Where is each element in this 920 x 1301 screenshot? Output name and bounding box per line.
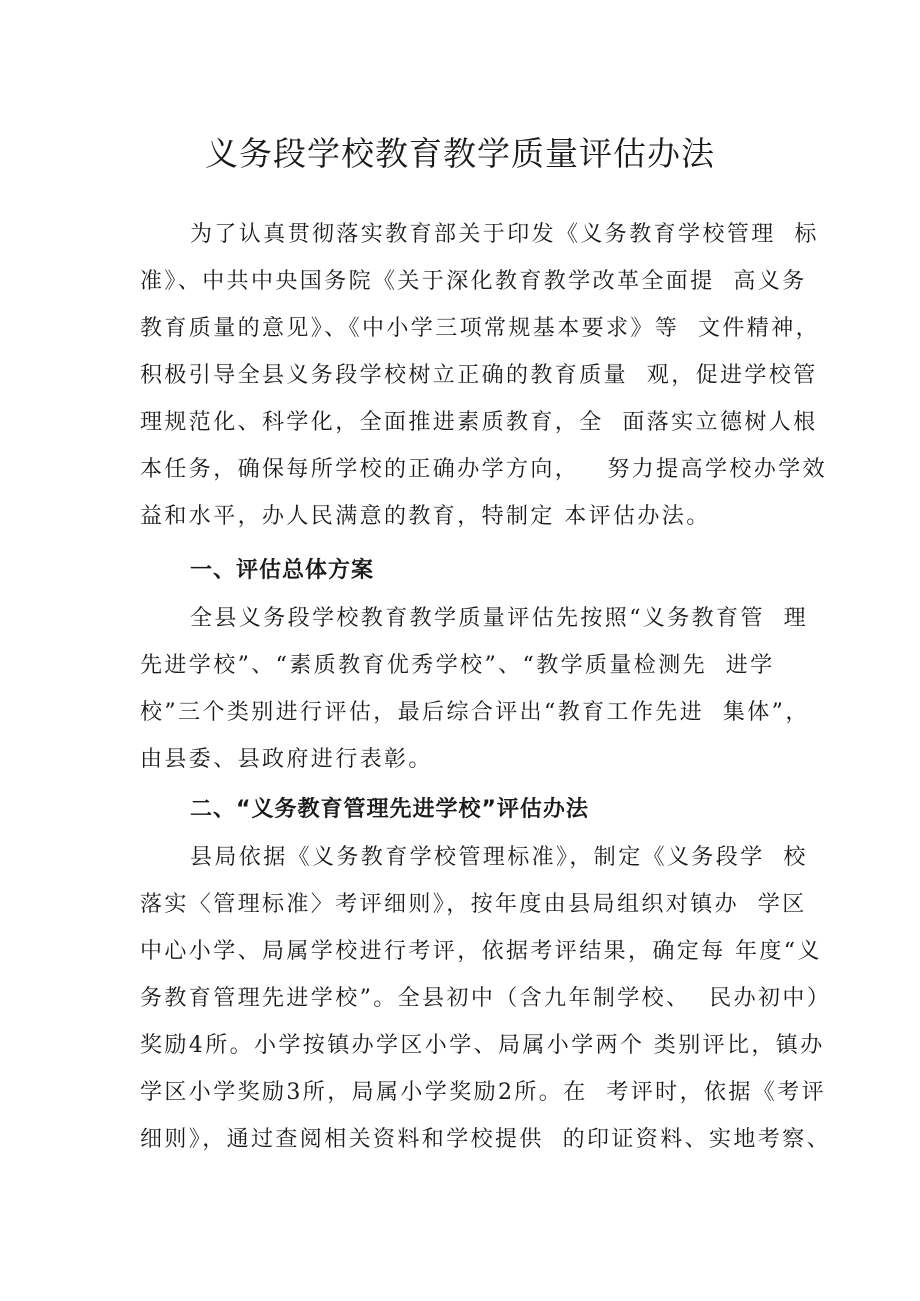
- document-title: 义务段学校教育教学质量评估办法: [205, 134, 715, 173]
- section-2-line-7: 细则》，通过查阅相关资料和学校提供 的印证资料、实地考察、: [140, 1127, 831, 1152]
- section-2-line-5: 奖励4所。小学按镇办学区小学、局属小学两个 类别评比，镇办: [140, 1033, 825, 1058]
- intro-line-1: 为了认真贯彻落实教育部关于印发《义务教育学校管理 标: [190, 222, 819, 247]
- section-2-line-3: 中心小学、局属学校进行考评，依据考评结果，确定每 年度“义: [140, 939, 822, 964]
- section-1-line-3: 校”三个类别进行评估，最后综合评出“教育工作先进 集体”，: [140, 700, 810, 725]
- section-2-line-1: 县局依据《义务教育学校管理标准》，制定《义务段学 校: [190, 845, 808, 870]
- section-1-line-1: 全县义务段学校教育教学质量评估先按照“义务教育管 理: [190, 606, 809, 631]
- intro-line-7: 益和水平，办人民满意的教育，特制定 本评估办法。: [140, 504, 711, 529]
- intro-line-2: 准》、中共中央国务院《关于深化教育教学改革全面提 高义务: [140, 269, 807, 294]
- section-2-heading: 二、“义务教育管理先进学校”评估办法: [190, 797, 589, 822]
- intro-line-6: 本任务，确保每所学校的正确办学方向， 努力提高学校办学效: [140, 457, 827, 482]
- intro-line-4: 积极引导全县义务段学校树立正确的教育质量 观，促进学校管: [140, 363, 818, 388]
- section-1-heading: 一、评估总体方案: [190, 558, 375, 583]
- section-2-line-6: 学区小学奖励3所，局属小学奖励2所。在 考评时，依据《考评: [140, 1080, 826, 1105]
- section-2-line-4: 务教育管理先进学校”。全县初中（含九年制学校、 民办初中）: [140, 986, 832, 1011]
- section-1-line-4: 由县委、县政府进行表彰。: [140, 747, 433, 772]
- section-2-line-2: 落实〈管理标准〉考评细则》，按年度由县局组织对镇办 学区: [140, 892, 807, 917]
- intro-line-3: 教育质量的意见》、《中小学三项常规基本要求》等 文件精神，: [140, 316, 820, 341]
- section-1-line-2: 先进学校”、“素质教育优秀学校”、“教学质量检测先 进学: [140, 653, 775, 678]
- intro-line-5: 理规范化、科学化，全面推进素质教育，全 面落实立德树人根: [140, 410, 818, 435]
